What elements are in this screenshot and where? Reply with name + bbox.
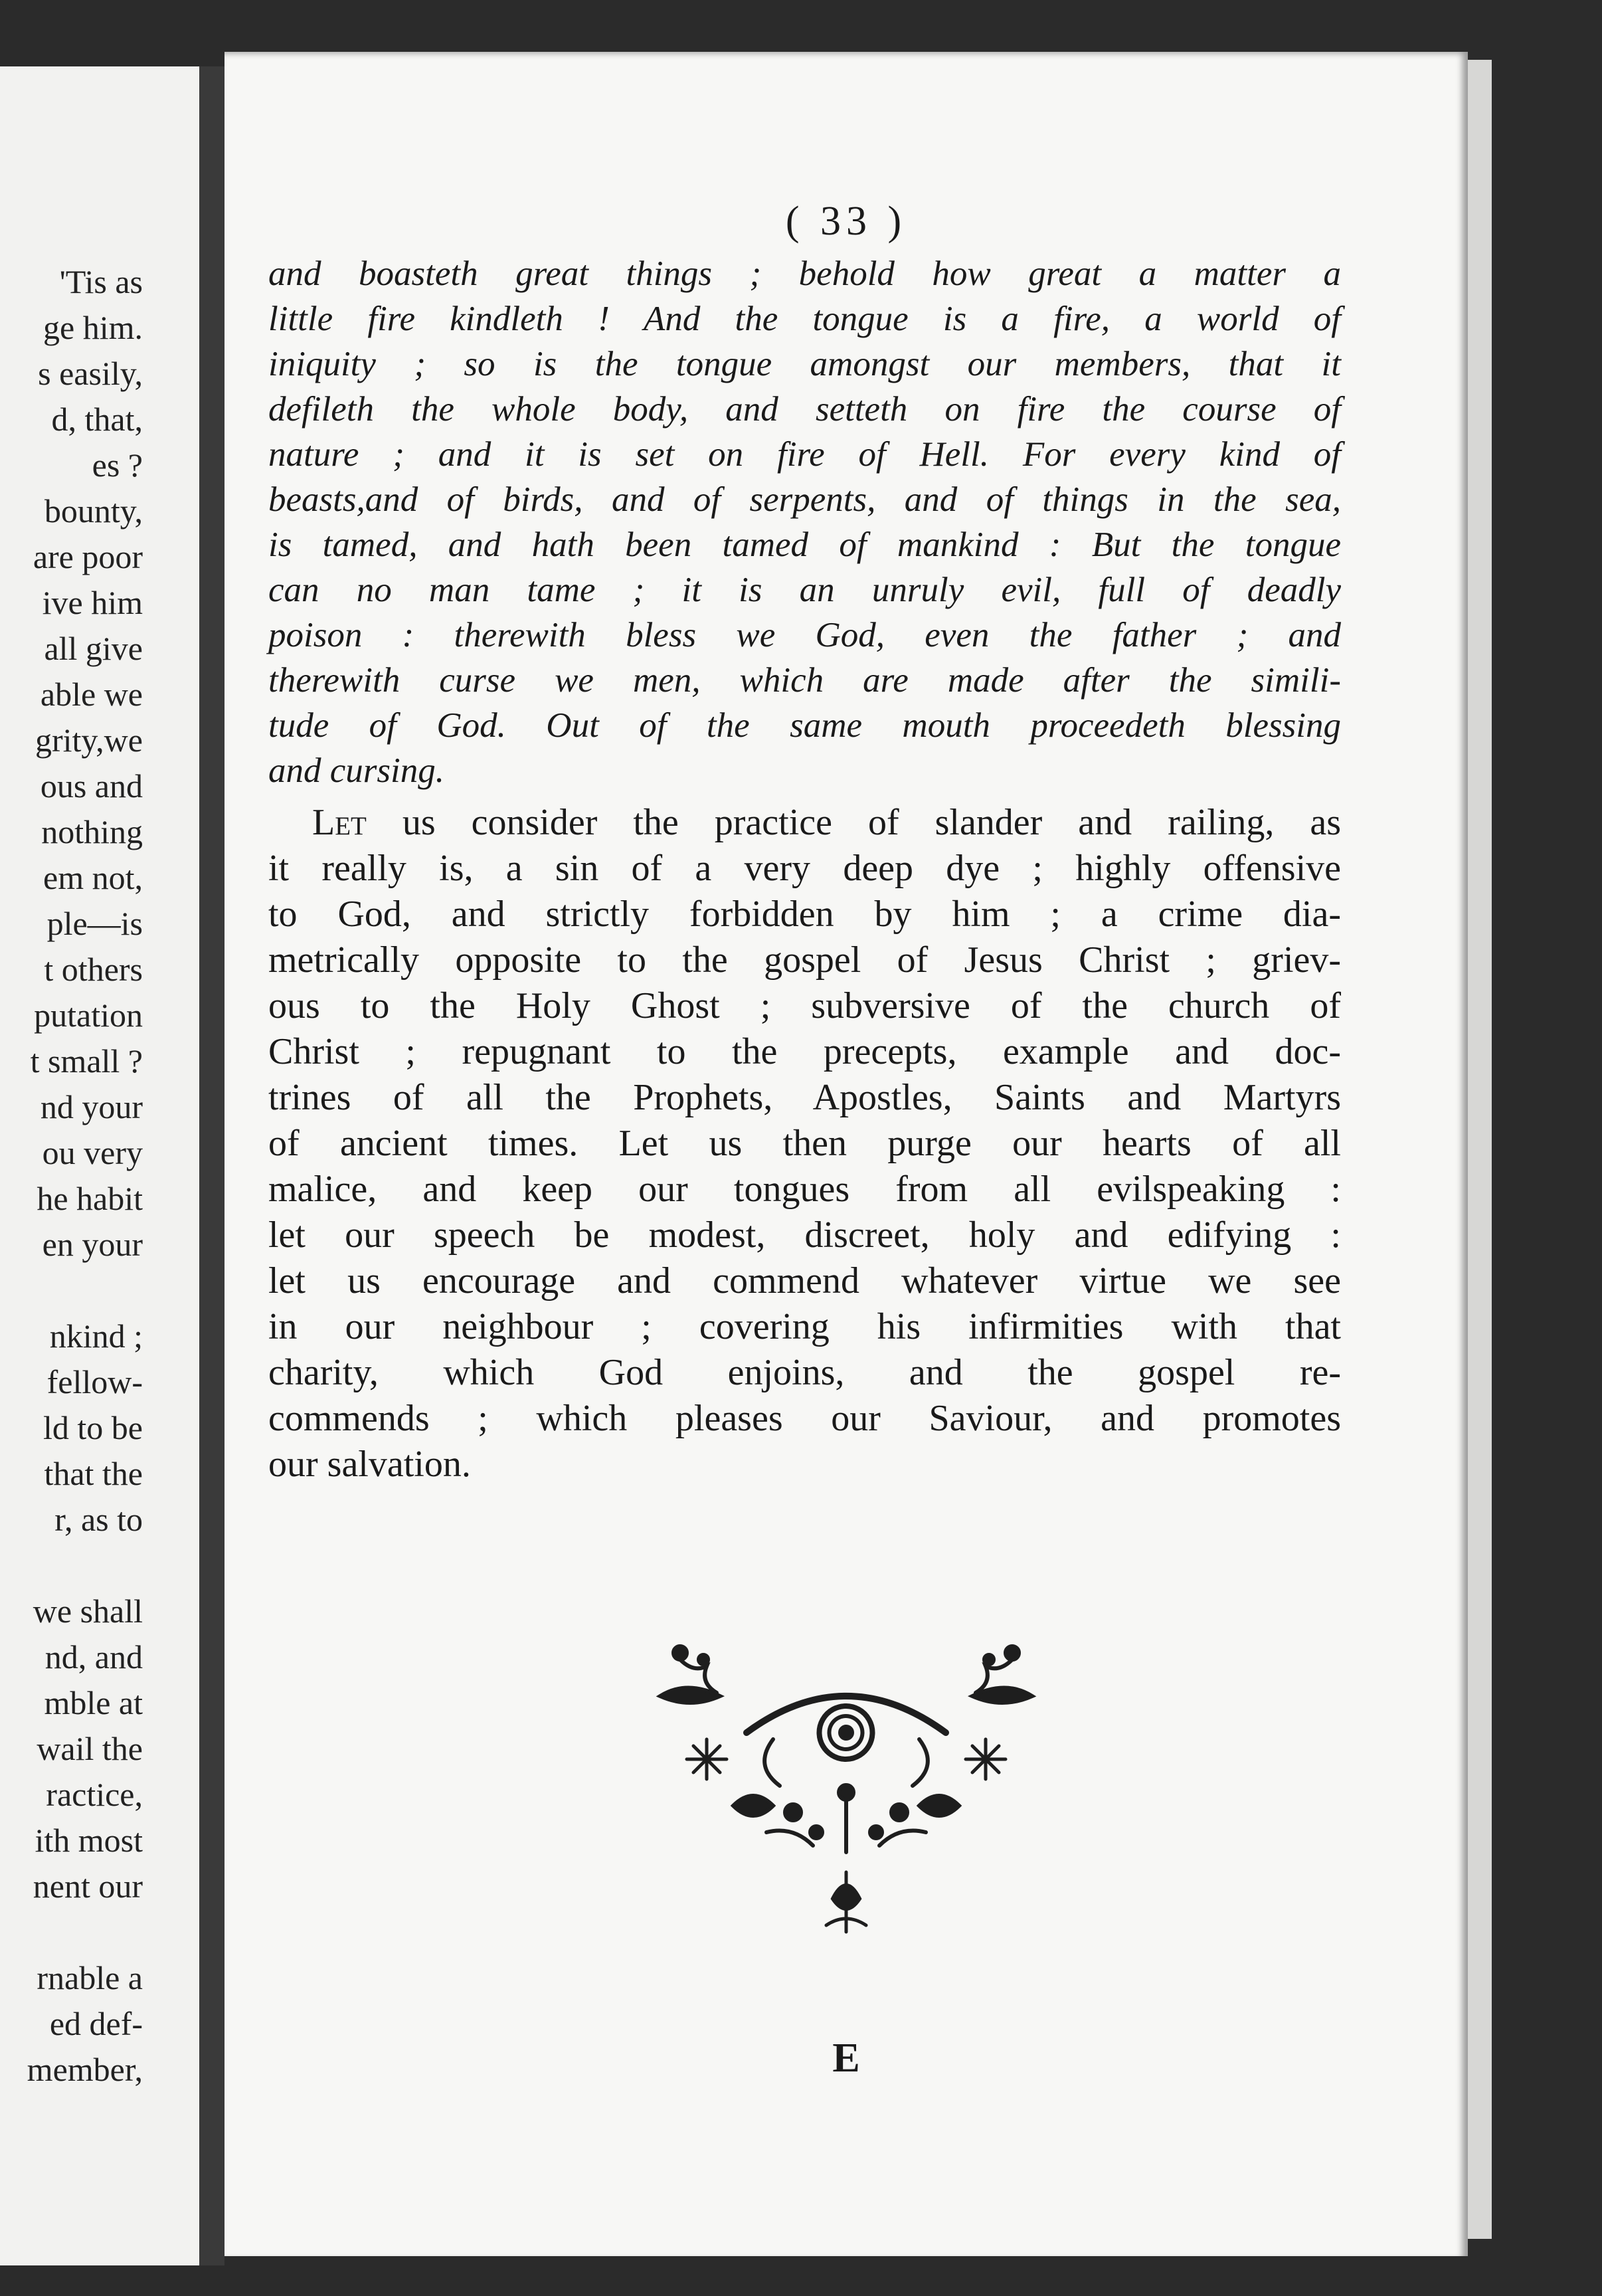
facing-page-line: ith most xyxy=(35,1822,143,1859)
facing-page-line: ple—is xyxy=(46,905,143,942)
book-gutter xyxy=(199,66,224,2265)
facing-page-line xyxy=(27,1909,143,1955)
facing-page-line: d, that, xyxy=(51,401,143,438)
facing-page-line: s easily, xyxy=(38,355,143,392)
paragraph-line: charity, which God enjoins, and the gospel re- xyxy=(268,1352,1341,1393)
scripture-line: defileth the whole body, and setteth on fire the course of xyxy=(268,390,1341,429)
facing-page-line: grity,we xyxy=(35,721,143,759)
paragraph-line: commends ; which pleases our Saviour, and promotes xyxy=(268,1398,1341,1439)
facing-page-line: he habit xyxy=(37,1180,143,1217)
paragraph-line: in our neighbour ; covering his infirmities with that xyxy=(268,1306,1341,1347)
paragraph-line: let us encourage and commend whatever virtue we see xyxy=(268,1260,1341,1301)
paragraph-line: ous to the Holy Ghost ; subversive of the church of xyxy=(268,985,1341,1026)
facing-page-line: t small ? xyxy=(30,1042,143,1080)
facing-page-line: nothing xyxy=(41,813,143,850)
scripture-line: little fire kindleth ! And the tongue is a fire, a world of xyxy=(268,300,1341,338)
facing-page-line: nd, and xyxy=(44,1638,143,1675)
facing-page-line: en your xyxy=(42,1226,143,1263)
facing-page-line: bounty, xyxy=(44,492,143,529)
facing-page-line: that the xyxy=(44,1455,143,1492)
paragraph-line: Christ ; repugnant to the precepts, example and doc- xyxy=(268,1031,1341,1072)
facing-page-line: member, xyxy=(27,2051,143,2088)
scripture-line: iniquity ; so is the tongue amongst our members, that it xyxy=(268,345,1341,383)
facing-page-line: wail the xyxy=(37,1730,143,1767)
paragraph-line: malice, and keep our tongues from all evilspeaking : xyxy=(268,1169,1341,1210)
facing-page-line xyxy=(27,1268,143,1313)
scripture-line: and boasteth great things ; behold how great a matter a xyxy=(268,254,1341,293)
paragraph-line: our salvation. xyxy=(268,1444,471,1485)
facing-page-line: 'Tis as xyxy=(59,263,143,300)
paragraph-line: it really is, a sin of a very deep dye ; highly offensive xyxy=(268,848,1341,889)
scripture-line: nature ; and it is set on fire of Hell. For every kind of xyxy=(268,435,1341,474)
paragraph-line: of ancient times. Let us then purge our hearts of all xyxy=(268,1123,1341,1164)
facing-page-line: ge him. xyxy=(43,309,143,346)
scripture-line: poison : therewith bless we God, even the father ; and xyxy=(268,616,1341,654)
facing-page-text xyxy=(27,259,143,2093)
facing-page-line: fellow- xyxy=(46,1363,143,1400)
page-edge xyxy=(1468,60,1492,2239)
paragraph-first-line-rest: us consider the practice of slander and railing, as xyxy=(366,802,1341,843)
facing-page-line: we shall xyxy=(33,1592,143,1630)
facing-page-line: ous and xyxy=(40,767,143,805)
facing-page-line: all give xyxy=(44,630,143,667)
paragraph-line: trines of all the Prophets, Apostles, Saints and Martyrs xyxy=(268,1077,1341,1118)
facing-page-line: ou very xyxy=(42,1134,143,1171)
facing-page-line: putation xyxy=(34,997,143,1034)
paragraph-line: let our speech be modest, discreet, holy and edifying : xyxy=(268,1214,1341,1256)
page-number: ( 33 ) xyxy=(785,199,907,244)
paragraph-line: metrically opposite to the gospel of Jesus Christ ; griev- xyxy=(268,939,1341,981)
facing-page-line: t others xyxy=(44,951,143,988)
facing-page-line: mble at xyxy=(44,1684,143,1721)
scripture-line: tude of God. Out of the same mouth proceedeth blessing xyxy=(268,706,1341,745)
facing-page-line: es ? xyxy=(92,446,143,484)
facing-page-line: em not, xyxy=(43,859,143,896)
facing-page-line: ld to be xyxy=(43,1409,143,1446)
facing-page-line: nd your xyxy=(40,1088,143,1125)
facing-page-line: ive him xyxy=(42,584,143,621)
paragraph-lead-word: Let xyxy=(312,802,367,843)
facing-page-line: r, as to xyxy=(54,1501,143,1538)
facing-page-line xyxy=(27,1543,143,1588)
facing-page-line: ractice, xyxy=(46,1776,143,1813)
paragraph-first-line xyxy=(268,800,1341,846)
scripture-line: therewith curse we men, which are made after the simili- xyxy=(268,661,1341,700)
facing-page-line: able we xyxy=(40,676,143,713)
scripture-quotation xyxy=(268,251,1341,793)
facing-page-line: are poor xyxy=(33,538,143,575)
body-text xyxy=(268,251,1341,1487)
scripture-line: is tamed, and hath been tamed of mankind : But the tongue xyxy=(268,526,1341,564)
facing-page-line: ed def- xyxy=(49,2005,143,2042)
signature-mark: E xyxy=(832,2036,860,2081)
book-page xyxy=(224,52,1468,2256)
scripture-line: and cursing. xyxy=(268,751,444,790)
floral-ornament xyxy=(634,1633,1059,1965)
scripture-line: beasts,and of birds, and of serpents, and of things in the sea, xyxy=(268,480,1341,519)
facing-page xyxy=(0,66,199,2265)
facing-page-line: rnable a xyxy=(37,1959,143,1996)
facing-page-line: nkind ; xyxy=(49,1317,143,1355)
scripture-line: can no man tame ; it is an unruly evil, full of deadly xyxy=(268,571,1341,609)
paragraph-line: to God, and strictly forbidden by him ; a crime dia- xyxy=(268,894,1341,935)
paragraph xyxy=(268,800,1341,1487)
facing-page-line: nent our xyxy=(33,1867,143,1905)
